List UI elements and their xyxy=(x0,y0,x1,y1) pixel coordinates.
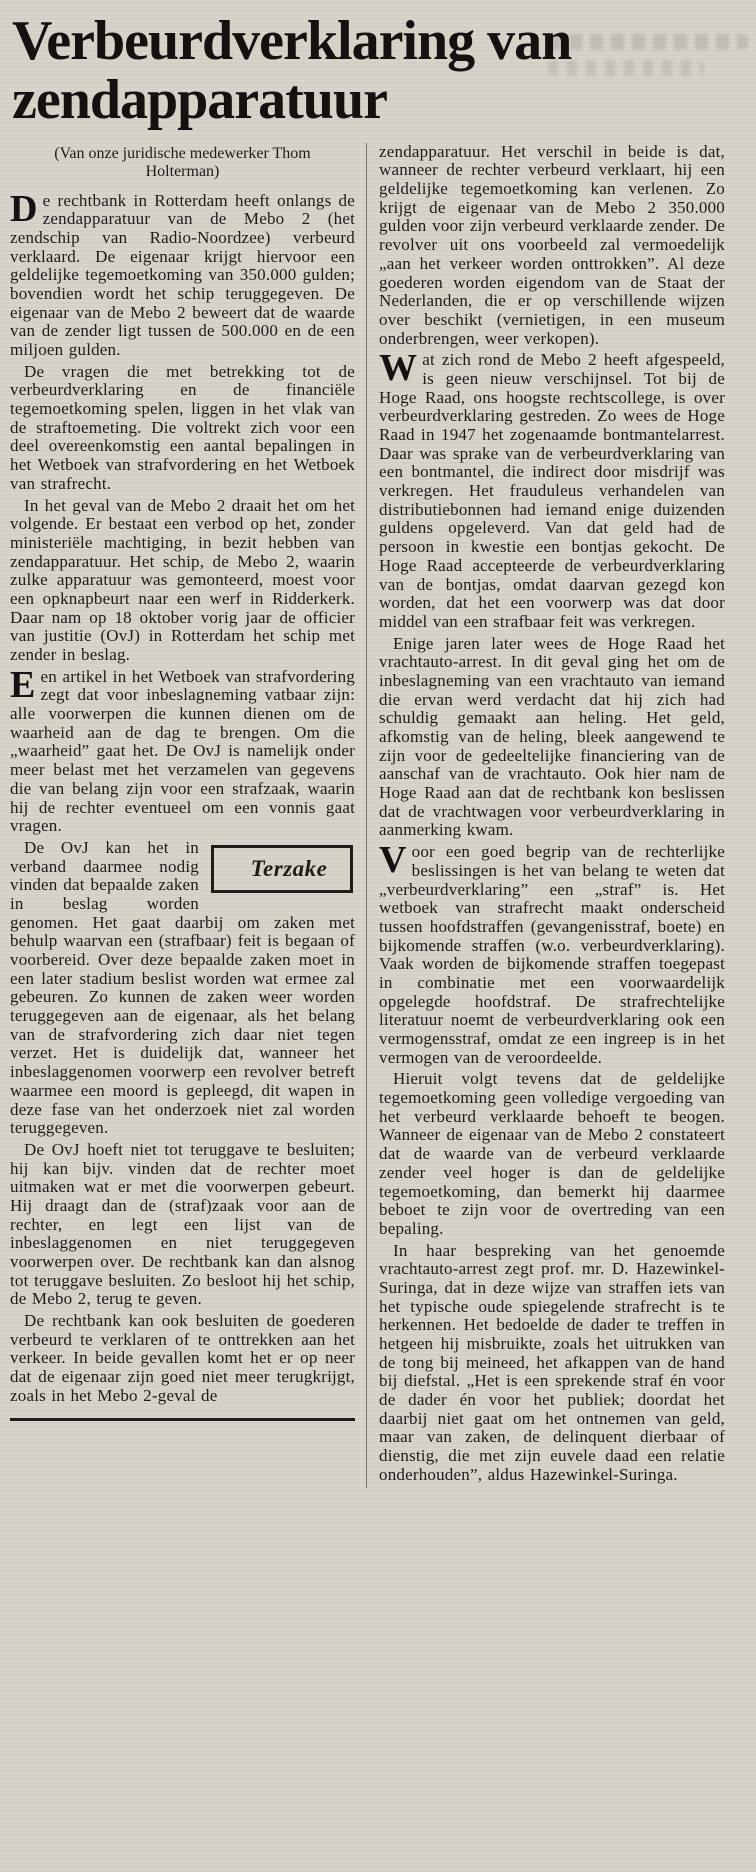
article-paragraph: In haar bespreking van het genoemde vrachtauto-arrest zegt prof. mr. D. Hazewinkel-Suringa, dat in deze wijze van straffen iets van het typische oude spiegelende strafrecht is te herkennen. Het bedoelde de dader te treffen in hetgeen hij misbruikte, zoals het uitrukken van de tong bij meineed, het afkappen van de hand bij diefstal. „Het is een sprekende straf én voor de dader én voor het publiek; doordat het daarbij niet gaat om het ontnemen van geld, maar van zaken, de delinquent dierbaar of dienstig, die met zijn euvele daad een relatie onderhouden”, aldus Hazewinkel-Suringa. xyxy=(379,1240,725,1484)
paragraph-text: oor een goed begrip van de rechterlijke beslissingen is het van belang te weten dat „verbeurdverklaring” een „straf” is. Het wetboek van strafrecht maakt onderscheid tussen hoofdstraffen (gevangenisstraf, boete) en bijkomende straffen (w.o. verbeurdverklaring). Vaak worden de bijkomende straffen toegepast in combinatie met een voorwaardelijk opgelegde hoofdstraf. De strafrechtelijke literatuur noemt de verbeurdverklaring ook een vermogensstraf, omdat ze een ingreep is in het vermogen van de veroordeelde. xyxy=(379,842,725,1067)
byline: (Van onze juridische medewerker Thom Holterman) xyxy=(54,144,311,181)
terzake-box: Terzake xyxy=(211,845,353,893)
right-column xyxy=(367,143,725,1488)
dropcap-letter: D xyxy=(10,187,38,230)
left-column xyxy=(10,143,366,1488)
article-paragraph: In het geval van de Mebo 2 draait het om het volgende. Er bestaat een verbod op het, zonder ministeriële machtiging, in bezit hebben van zendapparatuur. Het schip, de Mebo 2, waarin zulke apparatuur was gemonteerd, moest voor een opknapbeurt naar een werf in Ridderkerk. Daar nam op 18 oktober vorig jaar de officier van justitie (OvJ) in Rotterdam het schip met zender in beslag. xyxy=(10,495,355,664)
dropcap-letter: V xyxy=(379,839,407,882)
article-paragraph xyxy=(379,839,725,1067)
article-paragraph: De OvJ hoeft niet tot teruggave te besluiten; hij kan bijv. vinden dat de rechter moet uitmaken wat er met die voorwerpen gebeurt. Hij draagt dan de (straf)zaak voor aan de rechter, en legt een lijst van de inbeslaggenomen en niet teruggegeven voorwerpen over. De rechtbank kan dan alsnog tot teruggave besluiten. Zo besloot hij het schip, de Mebo 2, terug te geven. xyxy=(10,1139,355,1309)
paragraph-text: De OvJ kan het in verband daarmee nodig vinden dat bepaalde zaken in beslag worden genomen. Het gaat daarbij om zaken met behulp waarvan een (strafbaar) feit is begaan of voorbereid. Over deze bepaalde zaken moet in een later stadium beslist worden wat ermee zal gebeuren. Zo kunnen de zaken weer worden teruggegeven aan de eigenaar, als het belang van de strafvordering zich daar niet tegen verzet. Het is duidelijk dat, wanneer het inbeslaggenomen voorwerp een revolver betreft waarmee een moord is gepleegd, dit wapen in deze fase van het onderzoek niet zal worden teruggegeven. xyxy=(10,837,355,1138)
article-paragraph xyxy=(10,187,355,360)
paragraph-text: at zich rond de Mebo 2 heeft afgespeeld, is geen nieuw verschijnsel. Tot bij de Hoge Raad, ons hoogste rechtscollege, is over verbeurdverklaring gestreden. Zo wees de Hoge Raad in 1947 het zogenaamde bontmantelarrest. Daar was sprake van de verbeurdverklaring van een bontmantel, die indirect door misdrijf was verkregen. Het frauduleus verhandelen van distributiebonnen had iemand enige duizenden guldens opgeleverd. Van dat geld had de persoon in kwestie een bontjas gekocht. De Hoge Raad accepteerde de verbeurdverklaring van de bontjas, omdat daarvan gezegd kon worden, dat het een voorwerp was dat door middel van een strafbaar feit was verkregen. xyxy=(379,350,725,631)
dropcap-letter: E xyxy=(10,663,36,706)
article-paragraph: zendapparatuur. Het verschil in beide is dat, wanneer de rechter verbeurd verklaart, hij een geldelijke tegemoetkoming kan verlenen. Zo krijgt de eigenaar van de Mebo 2 350.000 gulden voor zijn verbeurd verklaarde zender. De revolver uit ons voorbeeld zal vermoedelijk „aan het verkeer worden onttrokken”. Al deze goederen worden eigendom van de Staat der Nederlanden, die er op verschillende wijzen over beschikt (vernietigen, in een museum onderbrengen, weer verkopen). xyxy=(379,141,725,348)
article-paragraph: De vragen die met betrekking tot de verbeurdverklaring en de financiële tegemoetkoming spelen, liggen in het vlak van de straftoemeting. Die voltrekt zich voor een deel overeenkomstig een aantal bepalingen in het Wetboek van strafvordering en het Wetboek van strafrecht. xyxy=(10,361,355,493)
headline-line-1: Verbeurdverklaring van xyxy=(12,10,572,72)
paragraph-text: e rechtbank in Rotterdam heeft onlangs de zendapparatuur van de Mebo 2 (het zendschip van Radio-Noordzee) verbeurd verklaard. De eigenaar krijgt hiervoor een geldelijke tegemoetkoming van 350.000 gulden; bovendien wordt het schip teruggegeven. De eigenaar van de Mebo 2 beweert dat de waarde van de zender ligt tussen de 500.000 en de een miljoen gulden. xyxy=(10,190,355,359)
headline-line-2: zendapparatuur xyxy=(12,69,387,132)
article-paragraph xyxy=(10,663,355,836)
article-paragraph: Hieruit volgt tevens dat de geldelijke tegemoetkoming geen volledige vergoeding van het verbeurd verklaarde behoeft te beogen. Wanneer de eigenaar van de Mebo 2 constateert dat de waarde van de verbeurd verklaarde zender veel hoger is dan de geldelijke tegemoetkoming, dan bemerkt hij daarmee beboet te zijn voor de overtreding van een bepaling. xyxy=(379,1069,725,1238)
dropcap-letter: W xyxy=(379,347,418,390)
article-paragraph: De rechtbank kan ook besluiten de goederen verbeurd te verklaren of te onttrekken aan het verkeer. In beide gevallen komt het er op neer dat de eigenaar zijn goed niet meer terugkrijgt, zoals in het Mebo 2-geval de xyxy=(10,1311,355,1405)
article-paragraph: Enige jaren later wees de Hoge Raad het vrachtauto-arrest. In dit geval ging het om de inbeslagneming van een vrachtauto van iemand die ervan werd verdacht dat hij zich had schuldig gemaakt aan heling. Het geld, afkomstig van de heling, bleek aangewend te zijn voor de gedeeltelijke financiering van de aanschaf van de vrachtauto. Ook hier nam de Hoge Raad aan dat de rechtbank kon beslissen dat de vrachtwagen voor verbeurdverklaring in aanmerking kwam. xyxy=(379,633,725,840)
article-masthead xyxy=(10,8,748,141)
article-paragraph xyxy=(379,347,725,631)
paragraph-text: en artikel in het Wetboek van strafvordering zegt dat voor inbeslagneming vatbaar zijn: alle voorwerpen die kunnen dienen om de waarheid aan de dag te brengen. Om die „waarheid” gaat het. De OvJ is namelijk onder meer belast met het verzamelen van gegevens die van belang zijn voor een strafzaak, waarin hij de rechter eventueel om een vonnis gaat vragen. xyxy=(10,666,355,836)
article-columns xyxy=(10,143,748,1488)
article-end-rule xyxy=(10,1418,355,1421)
article-paragraph xyxy=(10,839,355,1138)
